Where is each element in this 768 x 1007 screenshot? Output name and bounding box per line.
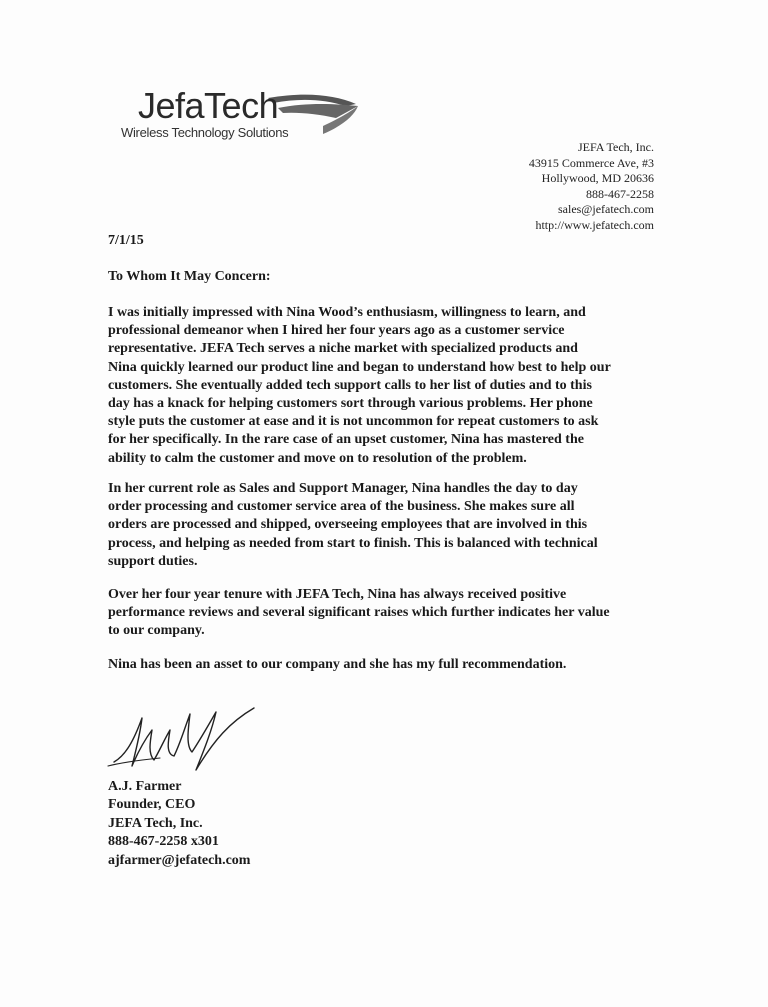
- body-paragraph-4: Nina has been an asset to our company and she has my full recommendation.: [108, 657, 567, 672]
- logo-tagline: Wireless Technology Solutions: [121, 125, 289, 140]
- address-city: Hollywood, MD 20636: [541, 171, 654, 185]
- address-website: http://www.jefatech.com: [535, 217, 654, 232]
- body-paragraph-3: Over her four year tenure with JEFA Tech, Nina has always received positive performance reviews and several significant raises which further indicates her value to our company.: [108, 587, 610, 639]
- address-street: 43915 Commerce Ave, #3: [528, 155, 654, 170]
- company-logo: [118, 86, 368, 148]
- signer-name: A.J. Farmer: [108, 779, 182, 794]
- signer-email: ajfarmer@jefatech.com: [108, 852, 251, 868]
- address-email: sales@jefatech.com: [557, 202, 654, 216]
- signer-phone: 888-467-2258 x301: [108, 834, 219, 850]
- signer-block: [108, 778, 250, 870]
- letter-date: 7/1/15: [108, 233, 144, 248]
- address-company: JEFA Tech, Inc.: [577, 140, 654, 154]
- handwritten-signature: [104, 700, 264, 780]
- logo-wordmark: JefaTech: [138, 85, 279, 126]
- address-phone: 888-467-2258: [586, 186, 654, 201]
- signer-company: JEFA Tech, Inc.: [108, 815, 203, 831]
- signer-title: Founder, CEO: [108, 797, 196, 813]
- letter-salutation: To Whom It May Concern:: [108, 269, 271, 284]
- body-paragraph-2: In her current role as Sales and Support Manager, Nina handles the day to day order processing and customer service area of the business. She makes sure all orders are processed and shipped, overseeing employees that are involved in this process, and helping as needed from start to finish. This is balanced with technical support duties.: [108, 481, 598, 569]
- company-address-block: [529, 140, 654, 233]
- body-paragraph-1: I was initially impressed with Nina Wood’s enthusiasm, willingness to learn, and professional demeanor when I hired her four years ago as a customer service representative. JEFA Tech serves a niche market with specialized products and Nina quickly learned our product line and began to understand how best to help our customers. She eventually added tech support calls to her list of duties and to this day has a knack for helping customers sort through various problems. Her phone style puts the customer at ease and it is not uncommon for repeat customers to ask for her specifically. In the rare case of an upset customer, Nina has mastered the ability to calm the customer and move on to resolution of the problem.: [108, 305, 611, 466]
